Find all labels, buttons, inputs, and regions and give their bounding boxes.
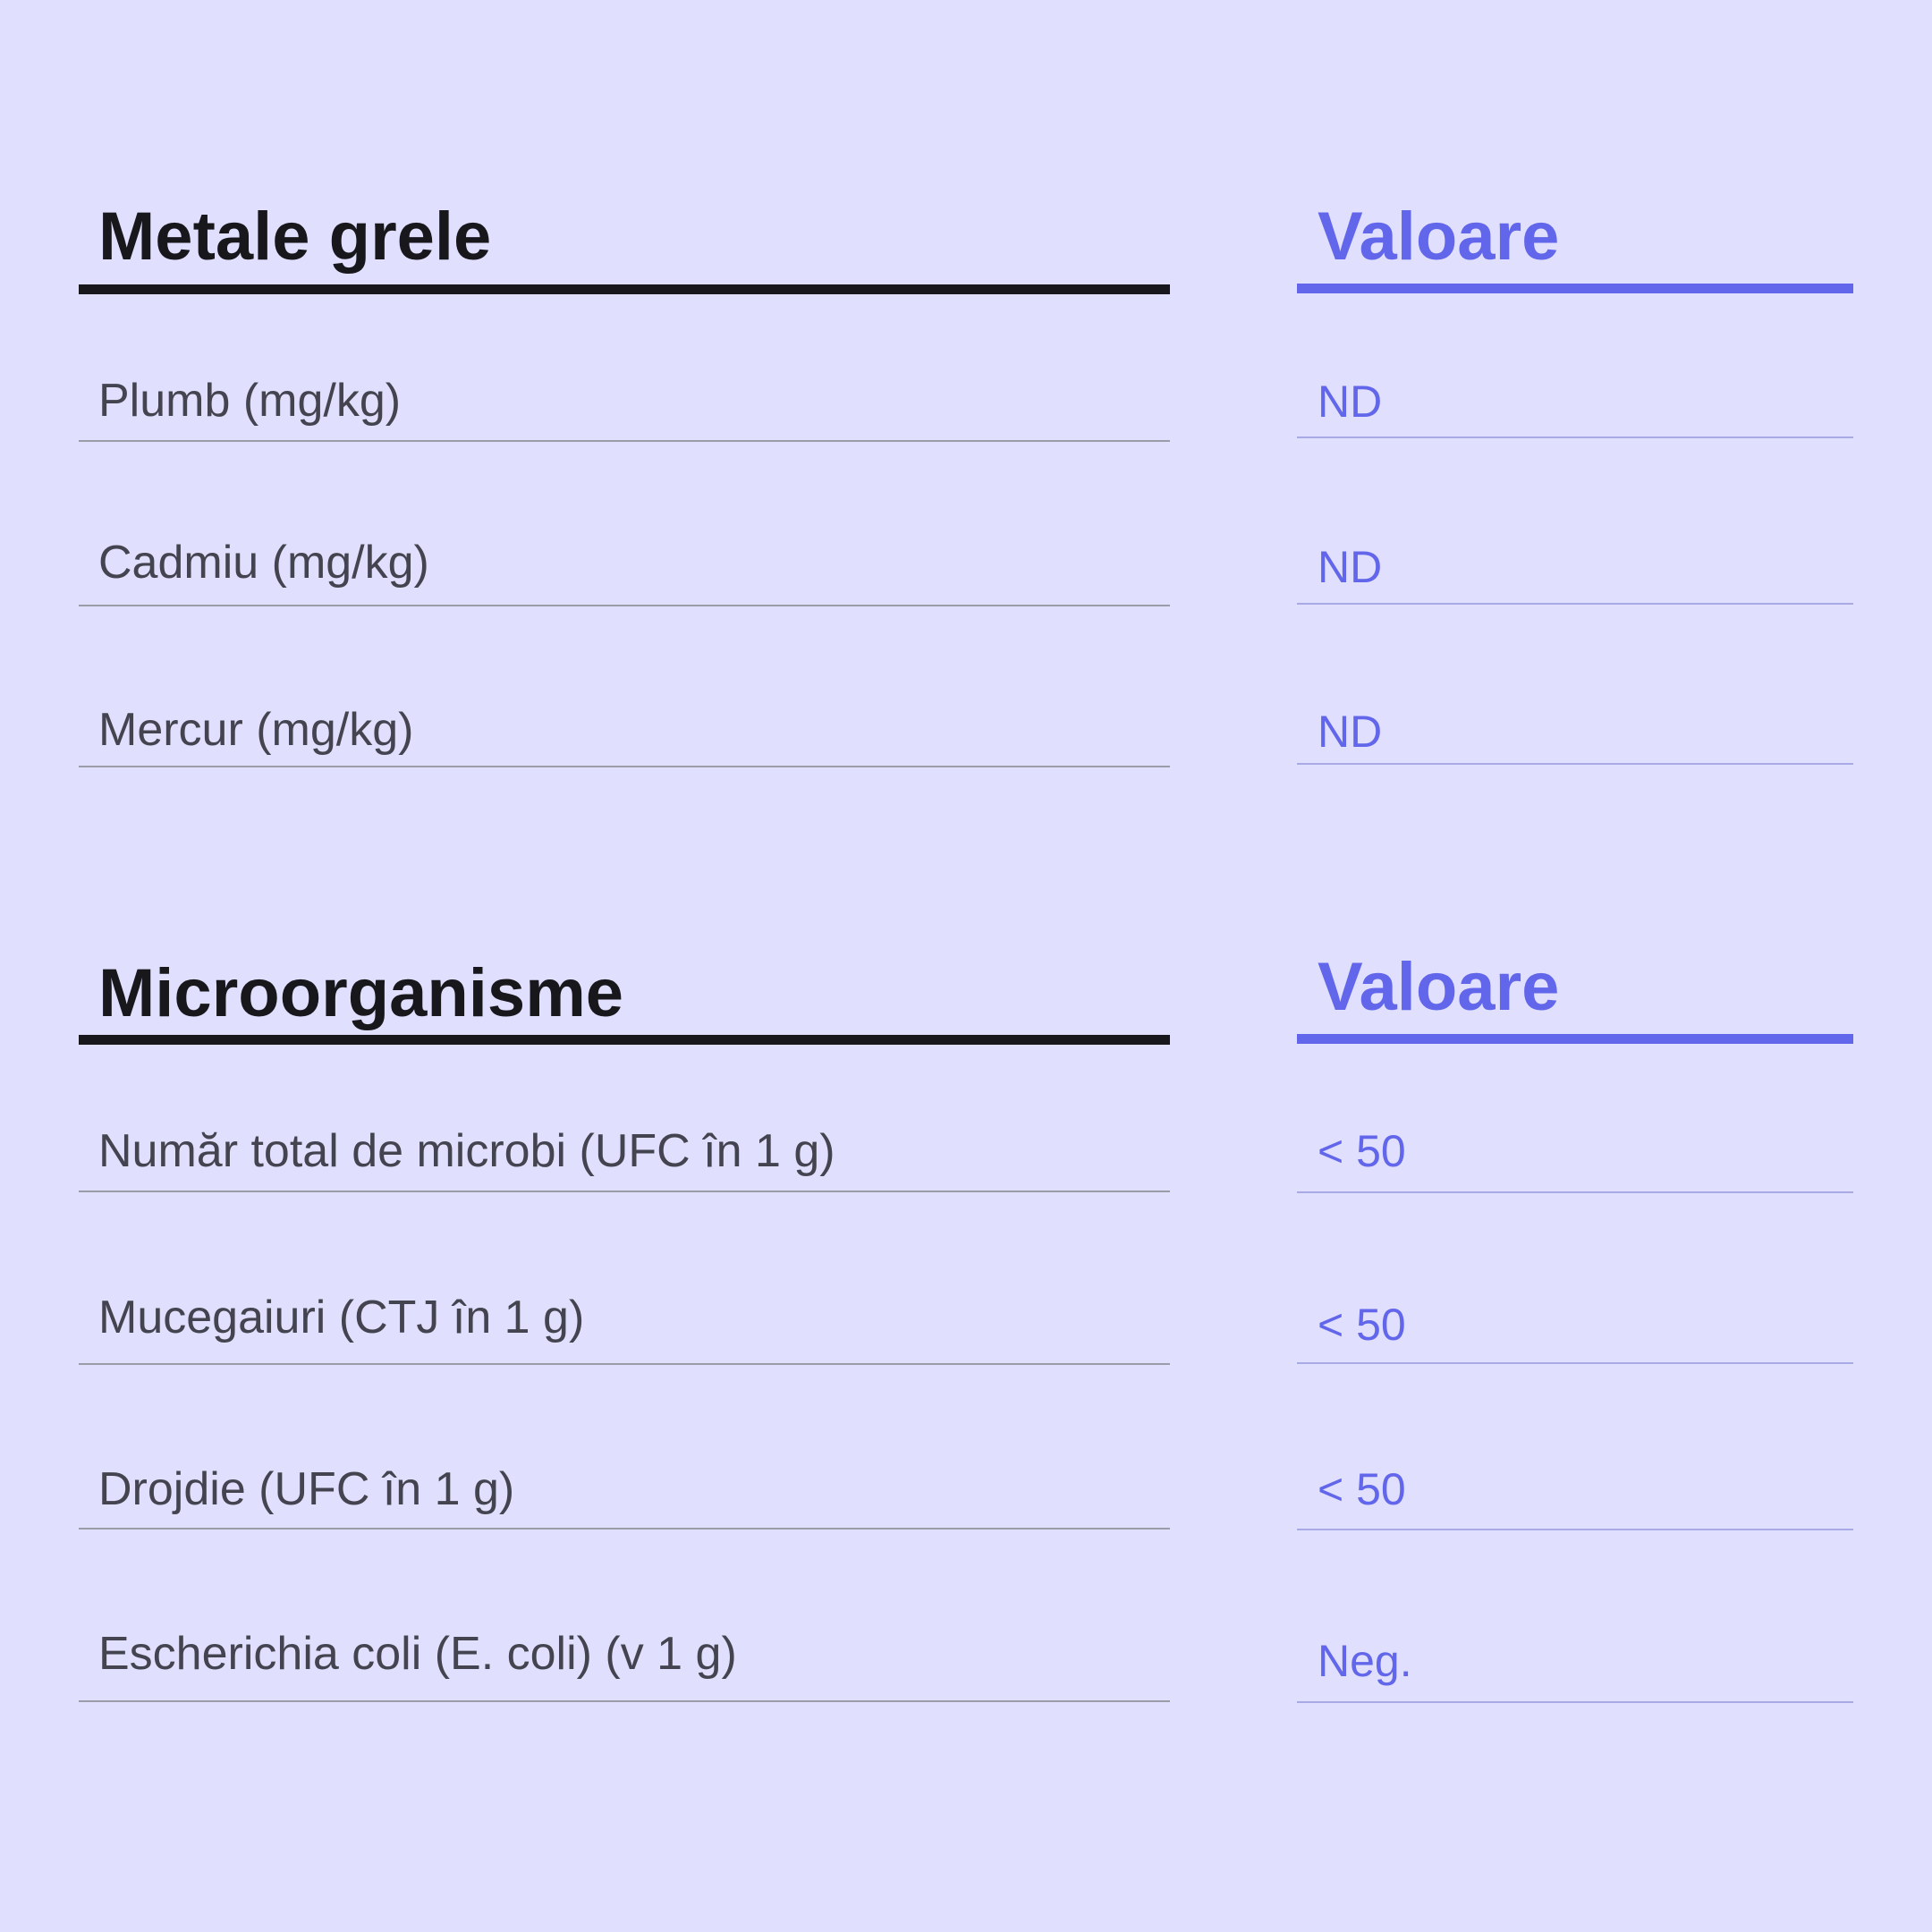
row-divider — [1297, 1529, 1853, 1530]
row-divider — [79, 1528, 1170, 1530]
value-header-rule — [1297, 1034, 1853, 1044]
row-divider — [1297, 1191, 1853, 1193]
value-column-header: Valoare — [1318, 199, 1560, 275]
row-divider — [79, 605, 1170, 606]
row-divider — [79, 1191, 1170, 1192]
row-label: Plumb (mg/kg) — [98, 375, 402, 427]
row-divider — [1297, 763, 1853, 765]
row-label: Drojdie (UFC în 1 g) — [98, 1463, 515, 1515]
section-title: Microorganisme — [98, 955, 624, 1031]
row-divider — [1297, 603, 1853, 605]
row-value: ND — [1318, 542, 1383, 592]
row-label: Număr total de microbi (UFC în 1 g) — [98, 1125, 835, 1177]
row-value: < 50 — [1318, 1464, 1406, 1514]
value-header-rule — [1297, 284, 1853, 293]
row-divider — [1297, 436, 1853, 438]
row-value: ND — [1318, 707, 1383, 757]
row-value: < 50 — [1318, 1300, 1406, 1350]
section-title: Metale grele — [98, 199, 492, 275]
value-column-header: Valoare — [1318, 949, 1560, 1025]
row-label: Escherichia coli (E. coli) (v 1 g) — [98, 1628, 737, 1680]
row-value: Neg. — [1318, 1636, 1412, 1686]
row-value: < 50 — [1318, 1126, 1406, 1176]
row-divider — [79, 766, 1170, 767]
row-divider — [79, 1363, 1170, 1365]
section-title-rule — [79, 1035, 1170, 1045]
row-divider — [79, 1700, 1170, 1702]
row-divider — [1297, 1701, 1853, 1703]
row-label: Cadmiu (mg/kg) — [98, 537, 429, 589]
section-title-rule — [79, 284, 1170, 294]
row-value: ND — [1318, 377, 1383, 427]
row-label: Mucegaiuri (CTJ în 1 g) — [98, 1292, 585, 1343]
row-label: Mercur (mg/kg) — [98, 704, 414, 756]
row-divider — [1297, 1362, 1853, 1364]
row-divider — [79, 440, 1170, 442]
